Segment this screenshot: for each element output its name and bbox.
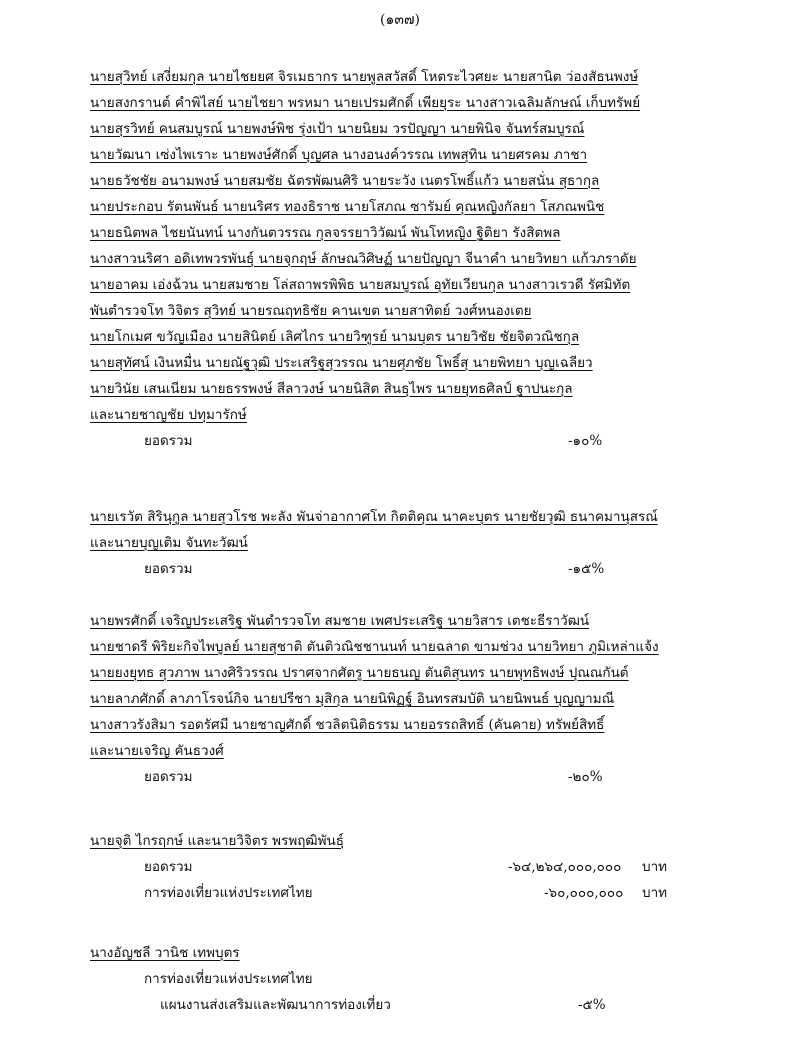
amendment-group-4 — [90, 828, 710, 906]
total-value: -๖๔,๒๖๔,๐๐๐,๐๐๐ — [508, 859, 622, 875]
name-line: นายพรศักดิ์ เจริญประเสริฐ พันตำรวจโท สมชาย เพศประเสริฐ นายวิสาร เตชะธีราวัฒน์ — [90, 613, 590, 629]
total-label: ยอดรวม — [144, 769, 193, 785]
proposer-names — [90, 64, 710, 428]
total-value: -๒๐% — [568, 769, 603, 785]
total-row — [90, 764, 710, 790]
name-line: นายวินัย เสนเนียม นายธรรพงษ์ สีลาวงษ์ นายนิสิต สินธุไพร นายยุทธศิลป์ ฐาปนะกุล — [90, 381, 573, 397]
name-line: นายสงกรานต์ คำพิไสย์ นายไชยา พรหมา นายเปรมศักดิ์ เพียยุระ นางสาวเฉลิมลักษณ์ เก็บทรัพย์ — [90, 95, 641, 111]
org-row — [90, 966, 710, 992]
name-line: นายประกอบ รัตนพันธ์ นายนริศร ทองธิราช นายโสภณ ซารัมย์ คุณหญิงกัลยา โสภณพนิช — [90, 199, 605, 215]
name-line: นายวัฒนา เซ่งไพเราะ นายพงษ์ศักดิ์ บุญศล นางอนงค์วรรณ เทพสุทิน นายศรคม ภาชา — [90, 147, 588, 163]
total-value: -๑๕% — [568, 561, 605, 577]
org-row — [90, 880, 710, 906]
total-row — [90, 556, 710, 582]
page-number: (๑๓๗) — [380, 12, 420, 28]
proposer-names — [90, 608, 710, 764]
name-line: และนายบุญเติม จันทะวัฒน์ — [90, 535, 248, 551]
proposer-names — [90, 828, 710, 854]
name-line: นายลาภศักดิ์ ลาภาโรจน์กิจ นายปรีชา มุสิกุล นายนิพิฏฐ์ อินทรสมบัติ นายนิพนธ์ บุญญามณี — [90, 691, 615, 707]
proposer-names — [90, 940, 710, 966]
name-line: นายโกเมศ ขวัญเมือง นายสินิตย์ เลิศไกร นายวิฑูรย์ นามบุตร นายวิชัย ชัยจิตวณิชกุล — [90, 329, 580, 345]
name-line: นายธวัชชัย อนามพงษ์ นายสมชัย ฉัตรพัฒนศิริ นายระวัง เนตรโพธิ์แก้ว นายสนั่น สุธากุล — [90, 173, 600, 189]
org-value: -๖๐,๐๐๐,๐๐๐ — [544, 885, 624, 901]
plan-row — [90, 992, 710, 1018]
name-line: และนายเจริญ คันธวงศ์ — [90, 743, 224, 759]
name-line: นายสุรวิทย์ คนสมบูรณ์ นายพงษ์พิช รุ่งเป้า นายนิยม วรปัญญา นายพินิจ จันทร์สมบูรณ์ — [90, 121, 585, 137]
amendment-group-3 — [90, 608, 710, 790]
total-row — [90, 854, 710, 880]
org-label: การท่องเที่ยวแห่งประเทศไทย — [144, 971, 313, 987]
plan-label: แผนงานส่งเสริมและพัฒนาการท่องเที่ยว — [160, 997, 391, 1013]
name-line: นายสุวิทย์ เสงี่ยมกุล นายไชยยศ จิรเมธากร นายพูลสวัสดิ์ โหตระไวศยะ นายสานิต ว่องสัธนพงษ์ — [90, 69, 639, 85]
total-row — [90, 428, 710, 454]
name-line: นายชาดรี พิริยะกิจไพบูลย์ นายสุชาติ ตันติวณิชชานนท์ นายฉลาด ขามช่วง นายวิทยา ภูมิเหล่าแจ้ง — [90, 639, 659, 655]
name-line: นายธนิตพล ไชยนันทน์ นางกันตวรรณ กุลจรรยาวิวัฒน์ พันโทหญิง ฐิติยา รังสิตพล — [90, 225, 561, 241]
plan-value: -๕% — [578, 997, 606, 1013]
amendment-group-5 — [90, 940, 710, 1018]
proposer-names — [90, 504, 710, 556]
name-line: นายอาคม เอ่งฉ้วน นายสมชาย โล่สถาพรพิพิธ นายสมบูรณ์ อุทัยเวียนกุล นางสาวเรวดี รัศมิทัต — [90, 277, 631, 293]
name-line: นางอัญชลี วานิช เทพบุตร — [90, 945, 240, 961]
amendment-group-2 — [90, 504, 710, 582]
total-label: ยอดรวม — [144, 859, 193, 875]
name-line: นายเรวัต สิรินุกูล นายสุวโรช พะลัง พันจ่าอากาศโท กิตติคุณ นาคะบุตร นายชัยวุฒิ ธนาคมานุสรณ์ — [90, 509, 658, 525]
amendment-group-1 — [90, 64, 710, 454]
currency-unit: บาท — [642, 885, 668, 901]
total-label: ยอดรวม — [144, 561, 193, 577]
currency-unit: บาท — [642, 859, 668, 875]
total-value: -๑๐% — [568, 433, 603, 449]
name-line: นางสาวนริศา อดิเทพวรพันธุ์ นายจุกฤษ์ ลักษณวิศิษฏ์ นายปัญญา จีนาคำ นายวิทยา แก้วภราดัย — [90, 251, 637, 267]
name-line: นางสาวรังสิมา รอดรัศมี นายชาญศักดิ์ ชวลิตนิติธรรม นายอรรถสิทธิ์ (คันคาย) ทรัพย์สิทธิ์ — [90, 717, 605, 733]
name-line: นายยงยุทธ สุวภาพ นางศิริวรรณ ปราศจากศัตรู นายธนญ ตันติสุนทร นายพุทธิพงษ์ ปุณณกันต์ — [90, 665, 629, 681]
org-label: การท่องเที่ยวแห่งประเทศไทย — [144, 885, 313, 901]
name-line: พันตำรวจโท วิจิตร สุวิทย์ นายรณฤทธิชัย คานเขต นายสาทิตย์ วงศ์หนองเตย — [90, 303, 532, 319]
name-line: นายจุติ ไกรฤกษ์ และนายวิจิตร พรพฤฒิพันธุ์ — [90, 833, 344, 849]
total-label: ยอดรวม — [144, 433, 193, 449]
name-line: และนายชาญชัย ปทุมารักษ์ — [90, 407, 247, 423]
name-line: นายสุทัศน์ เงินหมื่น นายณัฐวุฒิ ประเสริฐสุวรรณ นายศุภชัย โพธิ์สุ นายพิทยา บุญเฉลียว — [90, 355, 593, 371]
